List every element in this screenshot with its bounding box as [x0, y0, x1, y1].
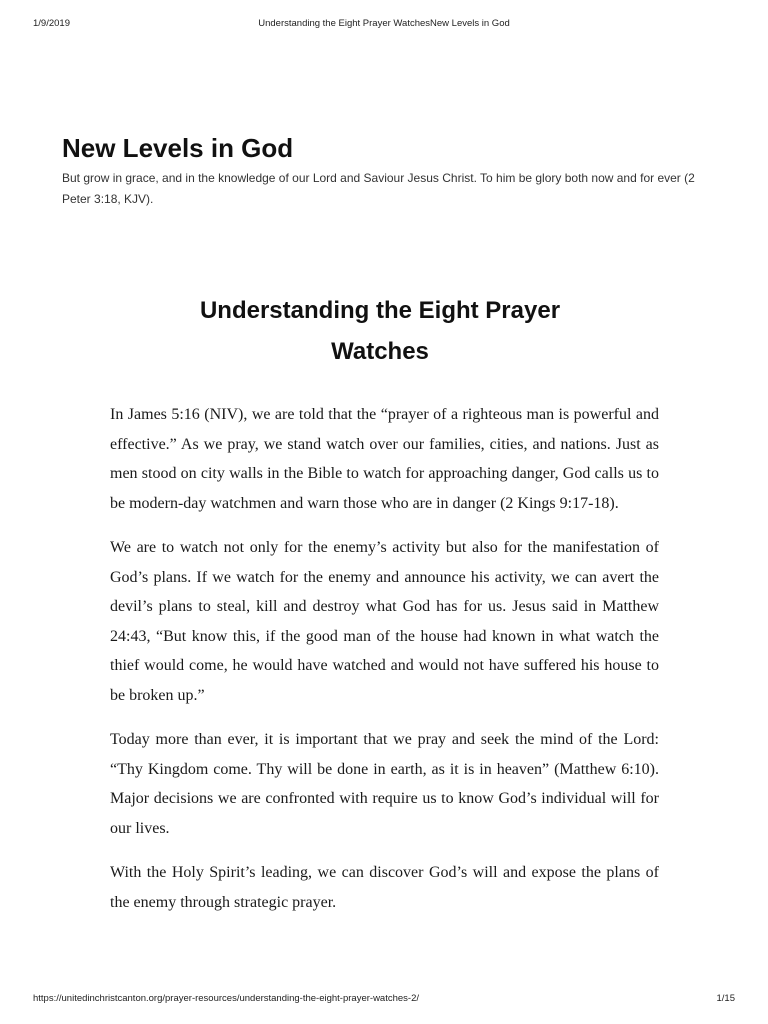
article-title-line-1: Understanding the Eight Prayer: [199, 297, 561, 324]
print-page-number: 1/15: [716, 993, 735, 1004]
print-date: 1/9/2019: [33, 18, 70, 29]
site-title[interactable]: New Levels in God: [62, 133, 294, 163]
print-page-title: Understanding the Eight Prayer WatchesNew Levels in God: [258, 18, 510, 29]
article-title-line-2: Watches: [331, 338, 429, 365]
print-footer: [33, 993, 735, 1007]
article-paragraph: Today more than ever, it is important that we pray and seek the mind of the Lord: “Thy Kingdom come. Thy will be done in earth, as it is in heaven” (Matthew 6:10). Major decisions we are confronted with require us to know God’s individual will for our lives.: [110, 731, 659, 837]
article-paragraph: In James 5:16 (NIV), we are told that the “prayer of a righteous man is powerful and effective.” As we pray, we stand watch over our families, cities, and nations. Just as men stood on city walls in the Bible to watch for approaching danger, God calls us to be modern-day watchmen and warn those who are in danger (2 Kings 9:17-18).: [110, 406, 659, 512]
article-title: [110, 290, 650, 372]
article-paragraph: We are to watch not only for the enemy’s activity but also for the manifestation of God’s plans. If we watch for the enemy and announce his activity, we can avert the devil’s plans to steal, kill and destroy what God has for us. Jesus said in Matthew 24:43, “But know this, if the good man of the house had known in what watch the thief would come, he would have watched and would not have suffered his house to be broken up.”: [110, 539, 659, 704]
article-paragraph: With the Holy Spirit’s leading, we can discover God’s will and expose the plans of the enemy through strategic prayer.: [110, 864, 659, 911]
site-tagline: But grow in grace, and in the knowledge of our Lord and Saviour Jesus Christ. To him be glory both now and for ever (2 Peter 3:18, KJV).: [62, 171, 695, 206]
site-header: [62, 130, 702, 210]
print-url: https://unitedinchristcanton.org/prayer-resources/understanding-the-eight-prayer-watches-2/: [33, 993, 420, 1004]
article-body: [110, 400, 659, 932]
print-header: [33, 18, 735, 32]
